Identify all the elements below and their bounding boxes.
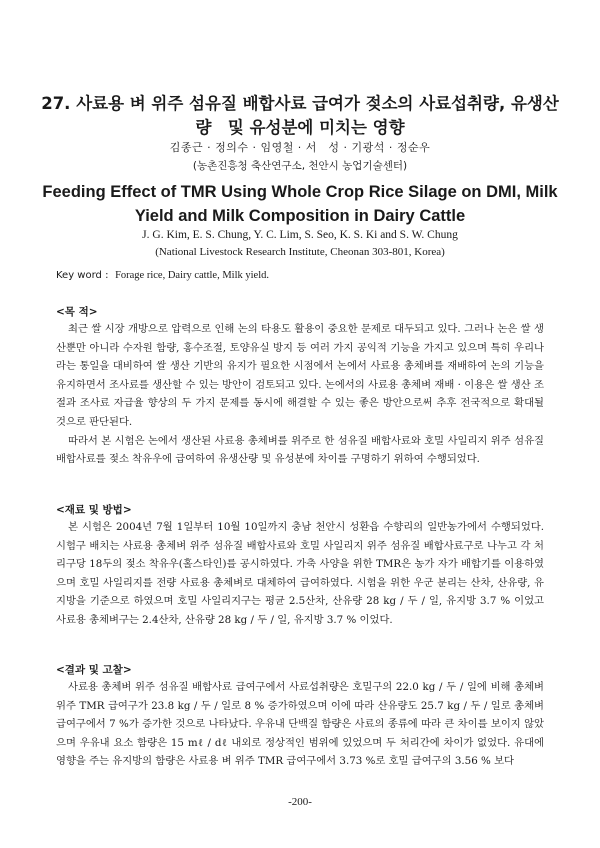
section-heading-purpose: <목 적> <box>56 306 98 318</box>
purpose-paragraph-2: 따라서 본 시험은 논에서 생산된 사료용 총체벼를 위주로 한 섬유질 배합사료와 호밀 사일리지 위주 섬유질 배합사료를 젖소 착유우에 급여하여 유생산량 및 유성분에 차이를 구명하기 위하여 수행되었다. <box>56 434 544 466</box>
affiliation-english: (National Livestock Research Institute, Cheonan 303-801, Korea) <box>155 246 445 258</box>
results-paragraph-1: 사료용 총체벼 위주 섬유질 배합사료 급여구에서 사료섭취량은 호밀구의 22.0 kg / 두 / 일에 비해 총체벼 위주 TMR 급여구가 23.8 kg / 두 / 일로 8 % 증가하였으며 이에 따라 산유량도 25.7 kg / 두 / 일로 총체벼 급여구에서 7 %가 증가한 것으로 나타났다. 우유내 단백질 함량은 사료의 종류에 따라 큰 차이를 보이지 않았으며 우유내 요소 함량은 15 mℓ / dℓ 내외로 정상적인 범위에 있었으며 두 처리간에 차이가 없었다. 유대에 영향을 주는 유지방의 함량은 사료용 벼 위주 TMR 급여구에서 3.73 %로 호밀 급여구의 3.56 % 보다 <box>56 681 544 768</box>
methods-paragraph-1: 본 시험은 2004년 7월 1일부터 10월 10일까지 충남 천안시 성환읍 수향리의 일반농가에서 수행되었다. 시험구 배치는 사료용 총체벼 위주 섬유질 배합사료와 호밀 사일리지 위주 섬유질 배합사료구로 나누고 각 처리구당 18두의 젖소 착유우(홀스타인)를 공시하였다. 가축 사양을 위한 TMR은 농가 자가 배합기를 이용하였으며 호밀 사일리지를 전량 사료용 총체벼로 대체하여 급여하였다. 시험을 위한 우군 분리는 산차, 산유량, 유지방을 기준으로 하였으며 호밀 사일리지구는 평균 2.5산차, 산유량 28 kg / 두 / 일, 유지방 3.7 % 이었고 사료용 총체벼구는 2.4산차, 산유량 28 kg / 두 / 일, 유지방 3.7 % 이었다. <box>56 521 544 626</box>
section-heading-methods: <재료 및 방법> <box>56 504 132 516</box>
authors-english: J. G. Kim, E. S. Chung, Y. C. Lim, S. Seo, K. S. Ki and S. W. Chung <box>142 229 458 241</box>
title-english: Feeding Effect of TMR Using Whole Crop Rice Silage on DMI, Milk Yield and Milk Composition in Dairy Cattle <box>42 183 558 225</box>
authors-korean: 김종근 · 정의수 · 임영철 · 서 성 · 기광석 · 정순우 <box>169 141 431 154</box>
section-body-purpose <box>56 320 544 469</box>
section-body-methods <box>56 518 544 630</box>
section-heading-results: <결과 및 고찰> <box>56 664 132 676</box>
keyword-label: Key word : <box>56 270 109 281</box>
keyword-text: Forage rice, Dairy cattle, Milk yield. <box>115 270 270 281</box>
section-body-results <box>56 678 544 771</box>
page-number: -200- <box>288 796 312 808</box>
title-korean: 27. 사료용 벼 위주 섬유질 배합사료 급여가 젖소의 사료섭취량, 유생산량 및 유성분에 미치는 영향 <box>41 94 559 137</box>
affiliation-korean: (농촌진흥청 축산연구소, 천안시 농업기술센터) <box>192 160 408 172</box>
purpose-paragraph-1: 최근 쌀 시장 개방으로 압력으로 인해 논의 타용도 활용이 중요한 문제로 대두되고 있다. 그러나 논은 쌀 생산뿐만 아니라 수자원 함량, 홍수조절, 토양유실 방지 등 여러 가지 공익적 기능을 가지고 있으며 특히 우리나라는 통일을 대비하여 쌀 생산 기반의 유지가 필요한 시점에서 논에서 사료용 총체벼를 재배하여 논의 기능을 유지하면서 조사료를 생산할 수 있는 방안이 검토되고 있다. 논에서의 사료용 총체벼 재배 · 이용은 쌀 생산 조절과 조사료 자급율 향상의 두 가지 문제를 동시에 해결할 수 있는 좋은 방안으로써 추후 전국적으로 확대될 것으로 판단된다. <box>56 323 544 428</box>
keywords <box>56 270 556 281</box>
